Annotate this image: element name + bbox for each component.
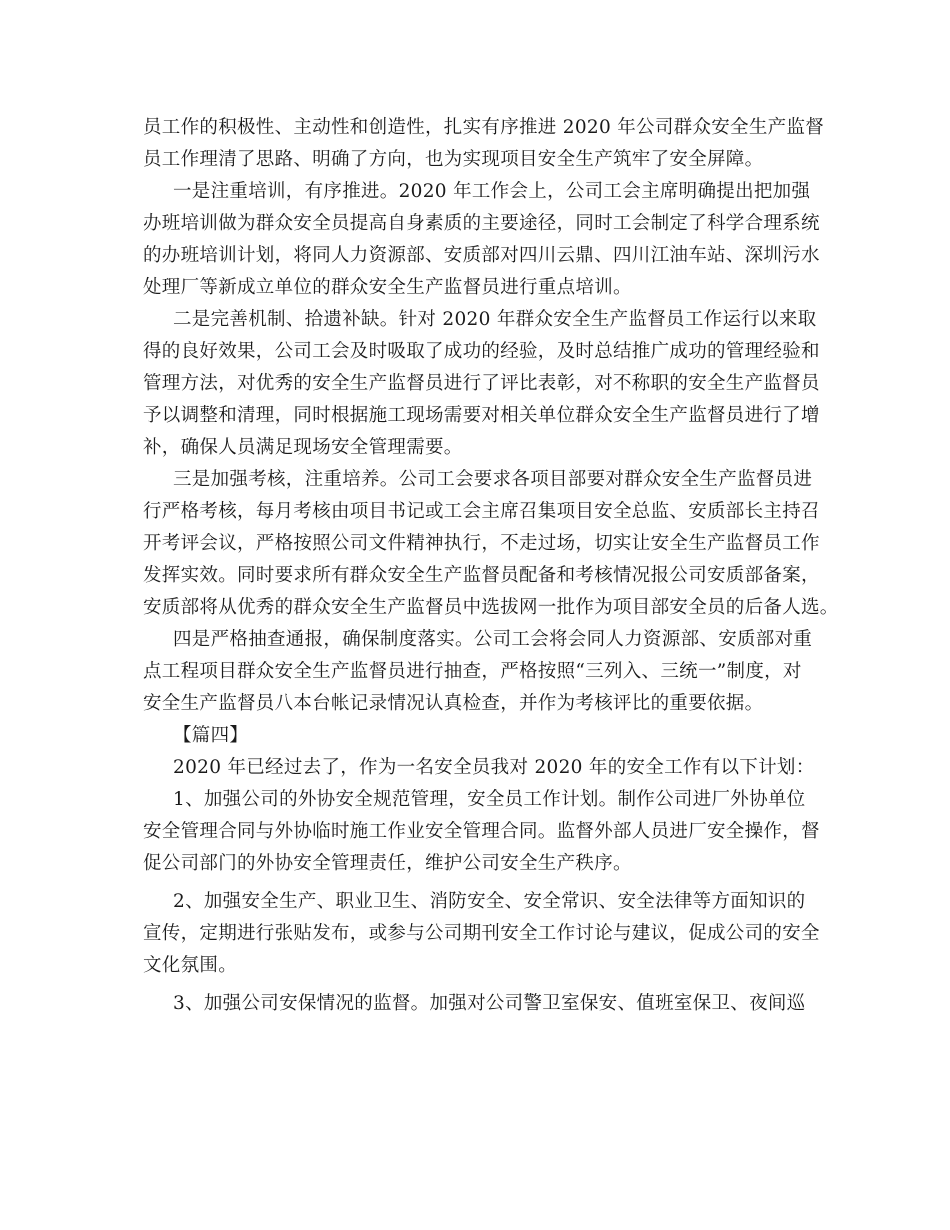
document-page <box>143 112 839 1020</box>
text-line: 处理厂等新成立单位的群众安全生产监督员进行重点培训。 <box>143 277 632 298</box>
section-heading: 【篇四】 <box>173 725 249 746</box>
text-line: 管理方法，对优秀的安全生产监督员进行了评比表彰，对不称职的安全生产监督员 <box>143 373 820 394</box>
paragraph-start: 三是加强考核，注重培养。公司工会要求各项目部要对群众安全生产监督员进 <box>173 469 813 490</box>
paragraph-start: 3、加强公司安保情况的监督。加强对公司警卫室保安、值班室保卫、夜间巡 <box>173 993 806 1014</box>
text-line: 开考评会议，严格按照公司文件精神执行，不走过场，切实让安全生产监督员工作 <box>143 533 820 554</box>
text-line: 的办班培训计划，将同人力资源部、安质部对四川云鼎、四川江油车站、深圳污水 <box>143 245 820 266</box>
text-line: 得的良好效果，公司工会及时吸取了成功的经验，及时总结推广成功的管理经验和 <box>143 341 820 362</box>
paragraph-start: 1、加强公司的外协安全规范管理，安全员工作计划。制作公司进厂外协单位 <box>173 789 806 810</box>
paragraph-start: 2、加强安全生产、职业卫生、消防安全、安全常识、安全法律等方面知识的 <box>173 891 806 912</box>
text-line: 员工作的积极性、主动性和创造性，扎实有序推进 2020 年公司群众安全生产监督 <box>143 117 825 138</box>
paragraph-start: 二是完善机制、拾遗补缺。针对 2020 年群众安全生产监督员工作运行以来取 <box>173 309 817 330</box>
text-line: 补，确保人员满足现场安全管理需要。 <box>143 437 463 458</box>
text-line: 发挥实效。同时要求所有群众安全生产监督员配备和考核情况报公司安质部备案， <box>143 565 820 586</box>
text-line: 促公司部门的外协安全管理责任，维护公司安全生产秩序。 <box>143 853 632 874</box>
text-line: 安质部将从优秀的群众安全生产监督员中选拔网一批作为项目部安全员的后备人选。 <box>143 597 839 618</box>
paragraph-start: 四是严格抽查通报，确保制度落实。公司工会将会同人力资源部、安质部对重 <box>173 629 813 650</box>
text-line: 文化氛围。 <box>143 955 238 976</box>
text-line: 宣传，定期进行张贴发布，或参与公司期刊安全工作讨论与建议，促成公司的安全 <box>143 923 820 944</box>
paragraph-start: 一是注重培训，有序推进。2020 年工作会上，公司工会主席明确提出把加强 <box>173 181 811 202</box>
text-line: 予以调整和清理，同时根据施工现场需要对相关单位群众安全生产监督员进行了增 <box>143 405 820 426</box>
text-line: 安全生产监督员八本台帐记录情况认真检查，并作为考核评比的重要依据。 <box>143 693 764 714</box>
text-line: 员工作理清了思路、明确了方向，也为实现项目安全生产筑牢了安全屏障。 <box>143 149 764 170</box>
text-line: 行严格考核，每月考核由项目书记或工会主席召集项目安全总监、安质部长主持召 <box>143 501 820 522</box>
text-line: 办班培训做为群众安全员提高自身素质的主要途径，同时工会制定了科学合理系统 <box>143 213 820 234</box>
text-line: 安全管理合同与外协临时施工作业安全管理合同。监督外部人员进厂安全操作，督 <box>143 821 820 842</box>
text-line: 点工程项目群众安全生产监督员进行抽查，严格按照“三列入、三统一”制度，对 <box>143 661 802 682</box>
paragraph-start: 2020 年已经过去了，作为一名安全员我对 2020 年的安全工作有以下计划： <box>173 757 815 778</box>
